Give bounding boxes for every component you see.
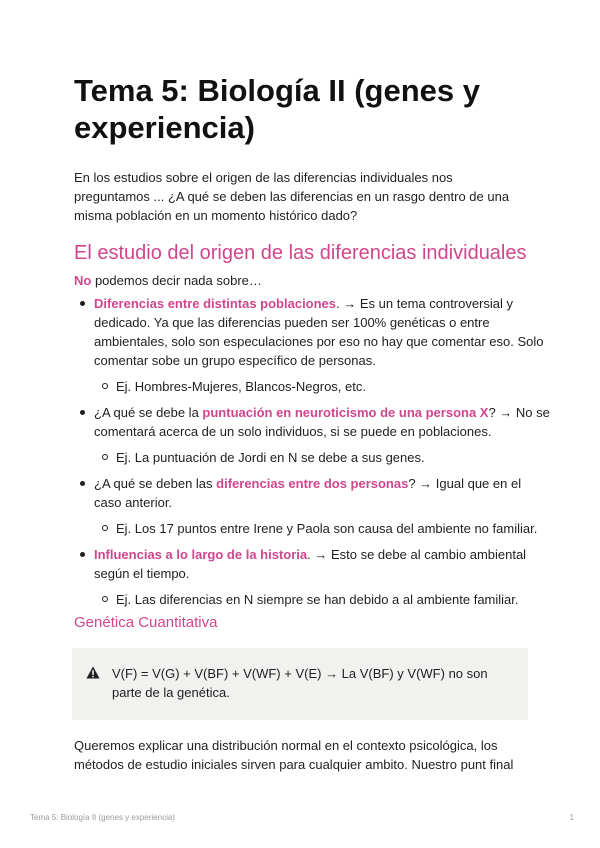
footer-label: Tema 5: Biología II (genes y experiencia) (30, 813, 175, 822)
section-heading: El estudio del origen de las diferencias individuales (74, 242, 527, 264)
list-item (94, 403, 550, 467)
sub-list (94, 590, 550, 609)
sub-list-item: Ej. Hombres-Mujeres, Blancos-Negros, etc. (116, 377, 550, 396)
page-number: 1 (569, 813, 574, 822)
item-text-post: . → Es un tema controversial y dedicado. Ya que las diferencias pueden ser 100% genéticas o entre ambientales, solo son especulaciones por eso no hay que comentar eso. Solo comentar sobe un grupo específico de personas. (94, 296, 544, 368)
section-lead (74, 271, 262, 290)
list-item (94, 294, 550, 396)
topics-list (74, 294, 550, 616)
item-text-post: . → Esto se debe al cambio ambiental según el tiempo. (94, 547, 527, 581)
item-highlight: Influencias a lo largo de la historia (94, 547, 308, 562)
sub-list-item: Ej. Los 17 puntos entre Irene y Paola son causa del ambiente no familiar. (116, 519, 550, 538)
list-item (94, 474, 550, 538)
lead-text: podemos decir nada sobre… (91, 273, 262, 288)
item-highlight: puntuación en neuroticismo de una persona X (202, 405, 489, 420)
list-item (94, 545, 550, 609)
item-text-pre: ¿A qué se debe la (94, 405, 203, 420)
sub-list-item: Ej. La puntuación de Jordi en N se debe a sus genes. (116, 448, 550, 467)
sub-list (94, 448, 550, 467)
item-text-post: ? → No se comentará acerca de un solo individuos, si se puede en poblaciones. (94, 405, 550, 439)
sub-list (94, 519, 550, 538)
item-highlight: Diferencias entre distintas poblaciones (94, 296, 337, 311)
subsection-heading: Genética Cuantitativa (74, 614, 218, 631)
sub-list (94, 377, 550, 396)
callout-text: V(F) = V(G) + V(BF) + V(WF) + V(E) → La V(BF) y V(WF) no son parte de la genética. (112, 666, 488, 700)
page-title: Tema 5: Biología II (genes y experiencia) (74, 73, 480, 145)
callout-box (72, 648, 528, 720)
page-footer (30, 812, 574, 824)
item-highlight: diferencias entre dos personas (216, 476, 409, 491)
item-text-post: ? → Igual que en el caso anterior. (94, 476, 522, 510)
warning-icon (86, 666, 100, 679)
item-text-pre: ¿A qué se deben las (94, 476, 217, 491)
lead-highlight: No (74, 273, 92, 288)
sub-list-item: Ej. Las diferencias en N siempre se han debido a al ambiente familiar. (116, 590, 550, 609)
outro-paragraph: Queremos explicar una distribución normal en el contexto psicológica, los métodos de estudio iniciales sirven para cualquier ambito. Nuestro punt final (74, 738, 514, 772)
intro-paragraph: En los estudios sobre el origen de las diferencias individuales nos preguntamos ... ¿A qué se deben las diferencias en un rasgo dentro de una misma población en un momento histórico dado? (74, 170, 510, 223)
